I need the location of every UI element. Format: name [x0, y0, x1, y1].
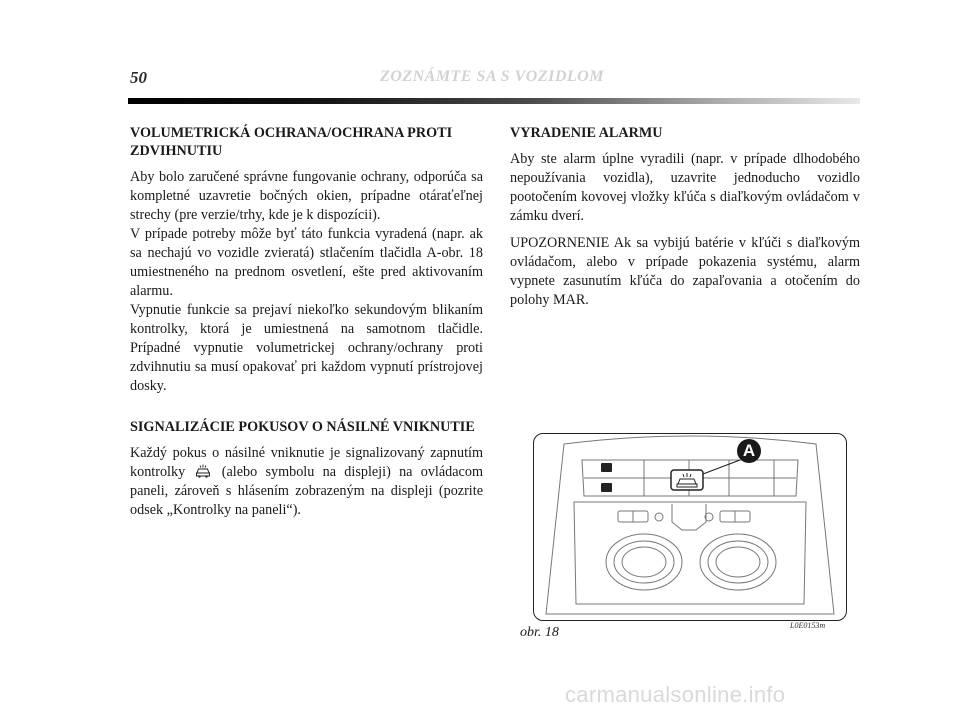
ceiling-light-illustration [534, 434, 846, 620]
paragraph: V prípade potreby môže byť táto funkcia vyradená (napr. ak sa nechajú vo vozidle zvieratá) stlačením tlačidla A-obr. 18 umiestneného na prednom osvetlení, ešte pred aktivovaním alarmu. [130, 226, 483, 299]
paragraph-text: (alebo symbolu na displeji) na ovládacom paneli, zároveň s hlásením zobrazeným na displeji (pozrite odsek „Kontrolky na paneli“). [130, 464, 483, 518]
page-number: 50 [130, 68, 147, 87]
alarm-disable-button [671, 470, 703, 490]
running-title: ZOZNÁMTE SA S VOZIDLOM [380, 68, 604, 85]
header-rule [128, 98, 860, 104]
figure-code: L0E0153m [790, 621, 826, 630]
paragraph-warning: UPOZORNENIE Ak sa vybijú batérie v kľúči s diaľkovým ovládačom, alebo v prípade pokazenia systému, alarm vypnete zasunutím kľúča do zapaľovania a otočením do polohy MAR. [510, 235, 860, 308]
figure-ceiling-light-panel [533, 433, 847, 621]
callout-label-a: A [737, 439, 761, 463]
paragraph: Aby bolo zaručené správne fungovanie ochrany, odporúča sa kompletné uzavretie bočných okien, prípadne otáraťeľnej strechy (pre verzie/trhy, kde je k dispozícii). [130, 169, 483, 223]
paragraph-intrusion [130, 444, 483, 520]
section-title-intrusion: SIGNALIZÁCIE POKUSOV O NÁSILNÉ VNIKNUTIE [130, 419, 475, 435]
left-column [130, 124, 483, 528]
alarm-warning-icon [195, 464, 211, 478]
watermark: carmanualsonline.info [565, 682, 786, 707]
figure-caption: obr. 18 [520, 625, 559, 640]
right-column [510, 124, 860, 318]
paragraph: Aby ste alarm úplne vyradili (napr. v prípade dlhodobého nepoužívania vozidla), uzavrite jednoducho vozidlo pootočením kovovej vložky kľúča s diaľkovým ovládačom v zámku dverí. [510, 151, 860, 224]
paragraph: Vypnutie funkcie sa prejaví niekoľko sekundovým blikaním kontrolky, ktorá je umiestnená na samotnom tlačidle. Prípadné vypnutie volumetrickej ochrany/ochrany proti zdvihnutiu sa musí opakovať pri každom vypnutí prístrojovej dosky. [130, 302, 483, 394]
paragraph-text: Každý pokus o násilné vniknutie je signalizovaný zapnutím kontrolky [130, 445, 483, 480]
section-title-volumetric: VOLUMETRICKÁ OCHRANA/OCHRANA PROTI ZDVIHNUTIU [130, 125, 453, 159]
section-title-disable-alarm: VYRADENIE ALARMU [510, 125, 663, 141]
